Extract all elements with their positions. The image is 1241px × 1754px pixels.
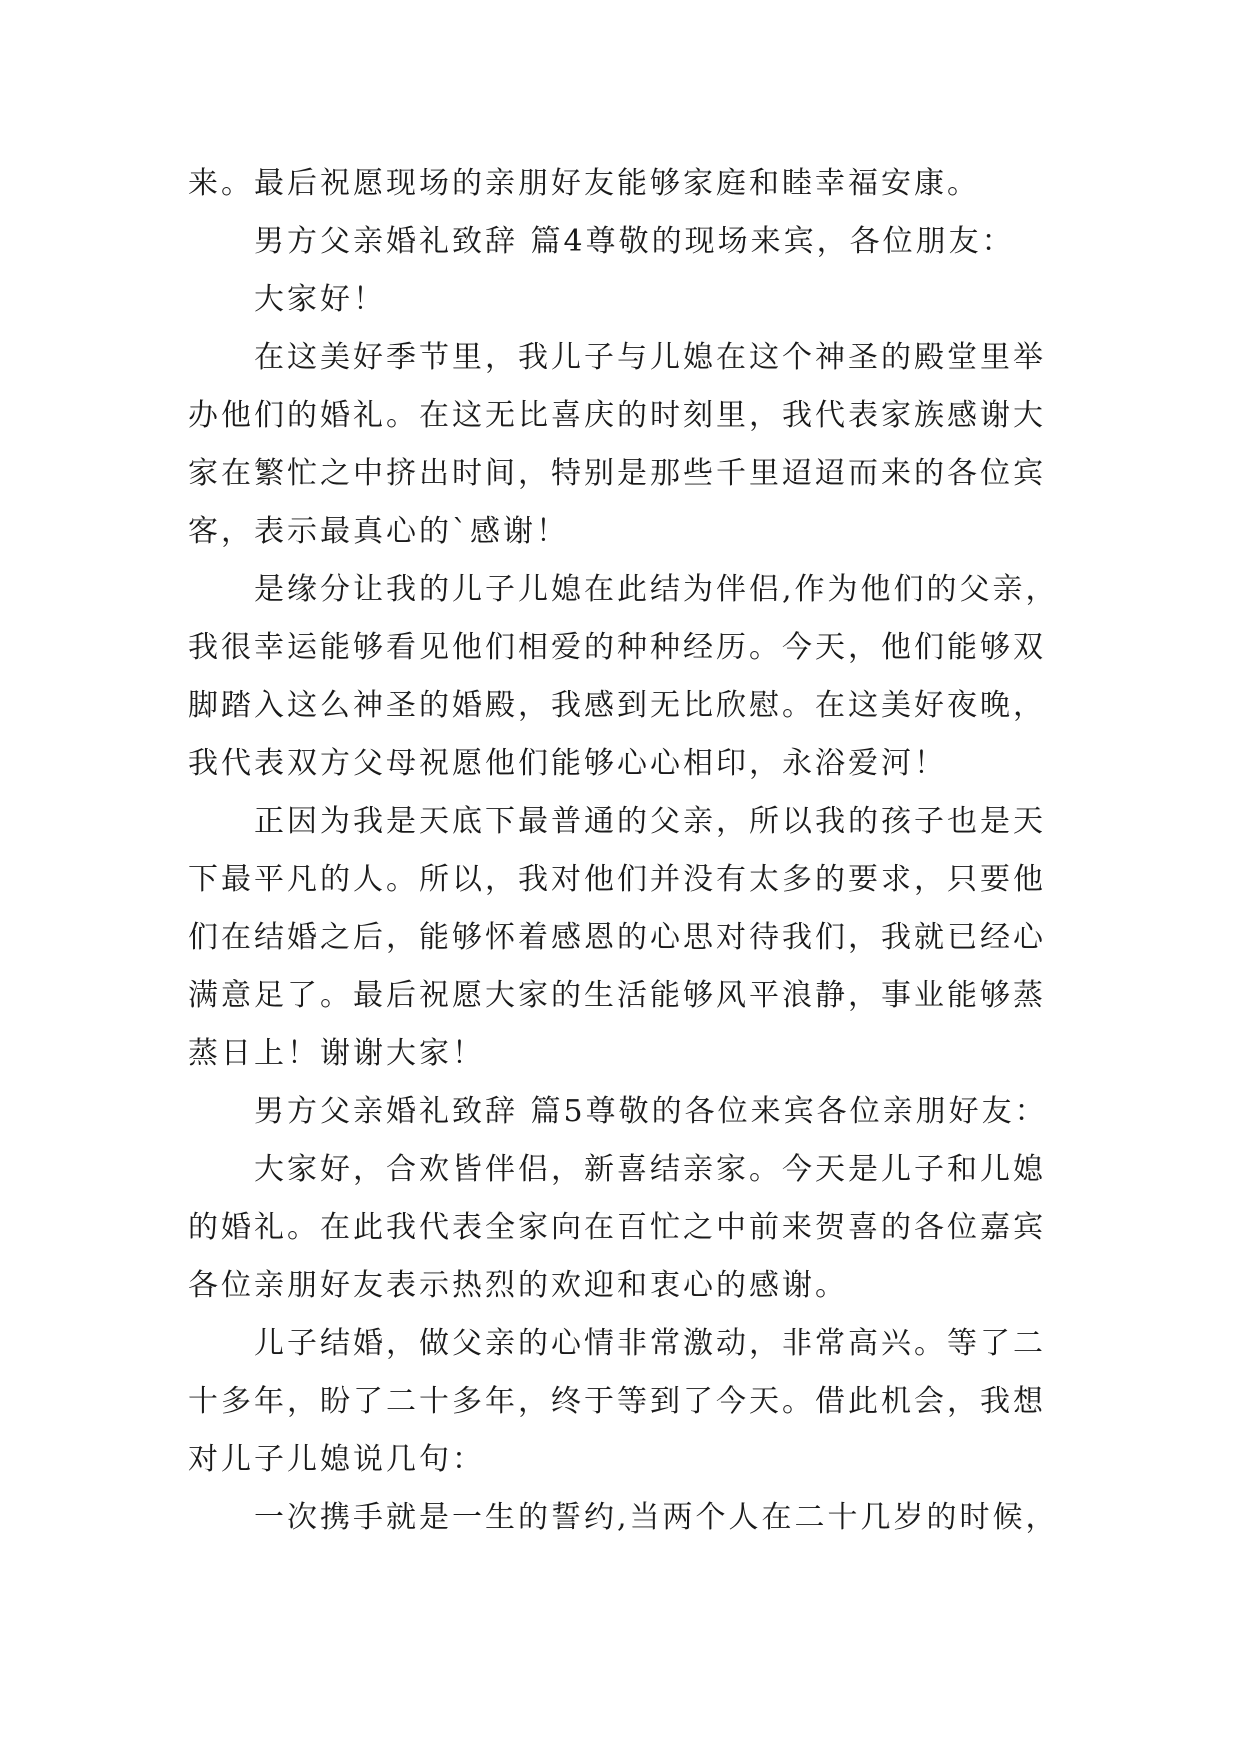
- text-line: 是缘分让我的儿子儿媳在此结为伴侣,作为他们的父亲，: [254, 572, 1059, 607]
- text-line: 十多年，盼了二十多年，终于等到了今天。借此机会，我想: [188, 1384, 1046, 1419]
- text-line: 大家好！: [254, 282, 386, 317]
- text-line: 的婚礼。在此我代表全家向在百忙之中前来贺喜的各位嘉宾: [188, 1210, 1046, 1245]
- text-line: 蒸日上！谢谢大家！: [188, 1036, 485, 1071]
- text-line: 脚踏入这么神圣的婚殿，我感到无比欣慰。在这美好夜晚，: [188, 688, 1046, 723]
- text-line: 满意足了。最后祝愿大家的生活能够风平浪静，事业能够蒸: [188, 978, 1046, 1013]
- text-line: 男方父亲婚礼致辞 篇5尊敬的各位来宾各位亲朋好友：: [254, 1094, 1048, 1129]
- text-line: 儿子结婚，做父亲的心情非常激动，非常高兴。等了二: [254, 1326, 1046, 1361]
- text-line: 在这美好季节里，我儿子与儿媳在这个神圣的殿堂里举: [254, 340, 1046, 375]
- text-line: 一次携手就是一生的誓约,当两个人在二十几岁的时候，: [254, 1500, 1059, 1535]
- text-line: 下最平凡的人。所以，我对他们并没有太多的要求，只要他: [188, 862, 1046, 897]
- text-line: 来。最后祝愿现场的亲朋好友能够家庭和睦幸福安康。: [188, 166, 980, 201]
- text-line: 各位亲朋好友表示热烈的欢迎和衷心的感谢。: [188, 1268, 848, 1303]
- body-text: [188, 155, 1073, 1547]
- text-line: 们在结婚之后，能够怀着感恩的心思对待我们，我就已经心: [188, 920, 1046, 955]
- text-line: 我很幸运能够看见他们相爱的种种经历。今天，他们能够双: [188, 630, 1046, 665]
- text-line: 男方父亲婚礼致辞 篇4尊敬的现场来宾，各位朋友：: [254, 224, 1015, 259]
- text-line: 对儿子儿媳说几句：: [188, 1442, 485, 1477]
- text-line: 正因为我是天底下最普通的父亲，所以我的孩子也是天: [254, 804, 1046, 839]
- text-line: 我代表双方父母祝愿他们能够心心相印，永浴爱河！: [188, 746, 947, 781]
- text-line: 大家好，合欢皆伴侣，新喜结亲家。今天是儿子和儿媳: [254, 1152, 1046, 1187]
- text-line: 客，表示最真心的`感谢！: [188, 514, 569, 549]
- text-line: 办他们的婚礼。在这无比喜庆的时刻里，我代表家族感谢大: [188, 398, 1046, 433]
- text-line: 家在繁忙之中挤出时间，特别是那些千里迢迢而来的各位宾: [188, 456, 1046, 491]
